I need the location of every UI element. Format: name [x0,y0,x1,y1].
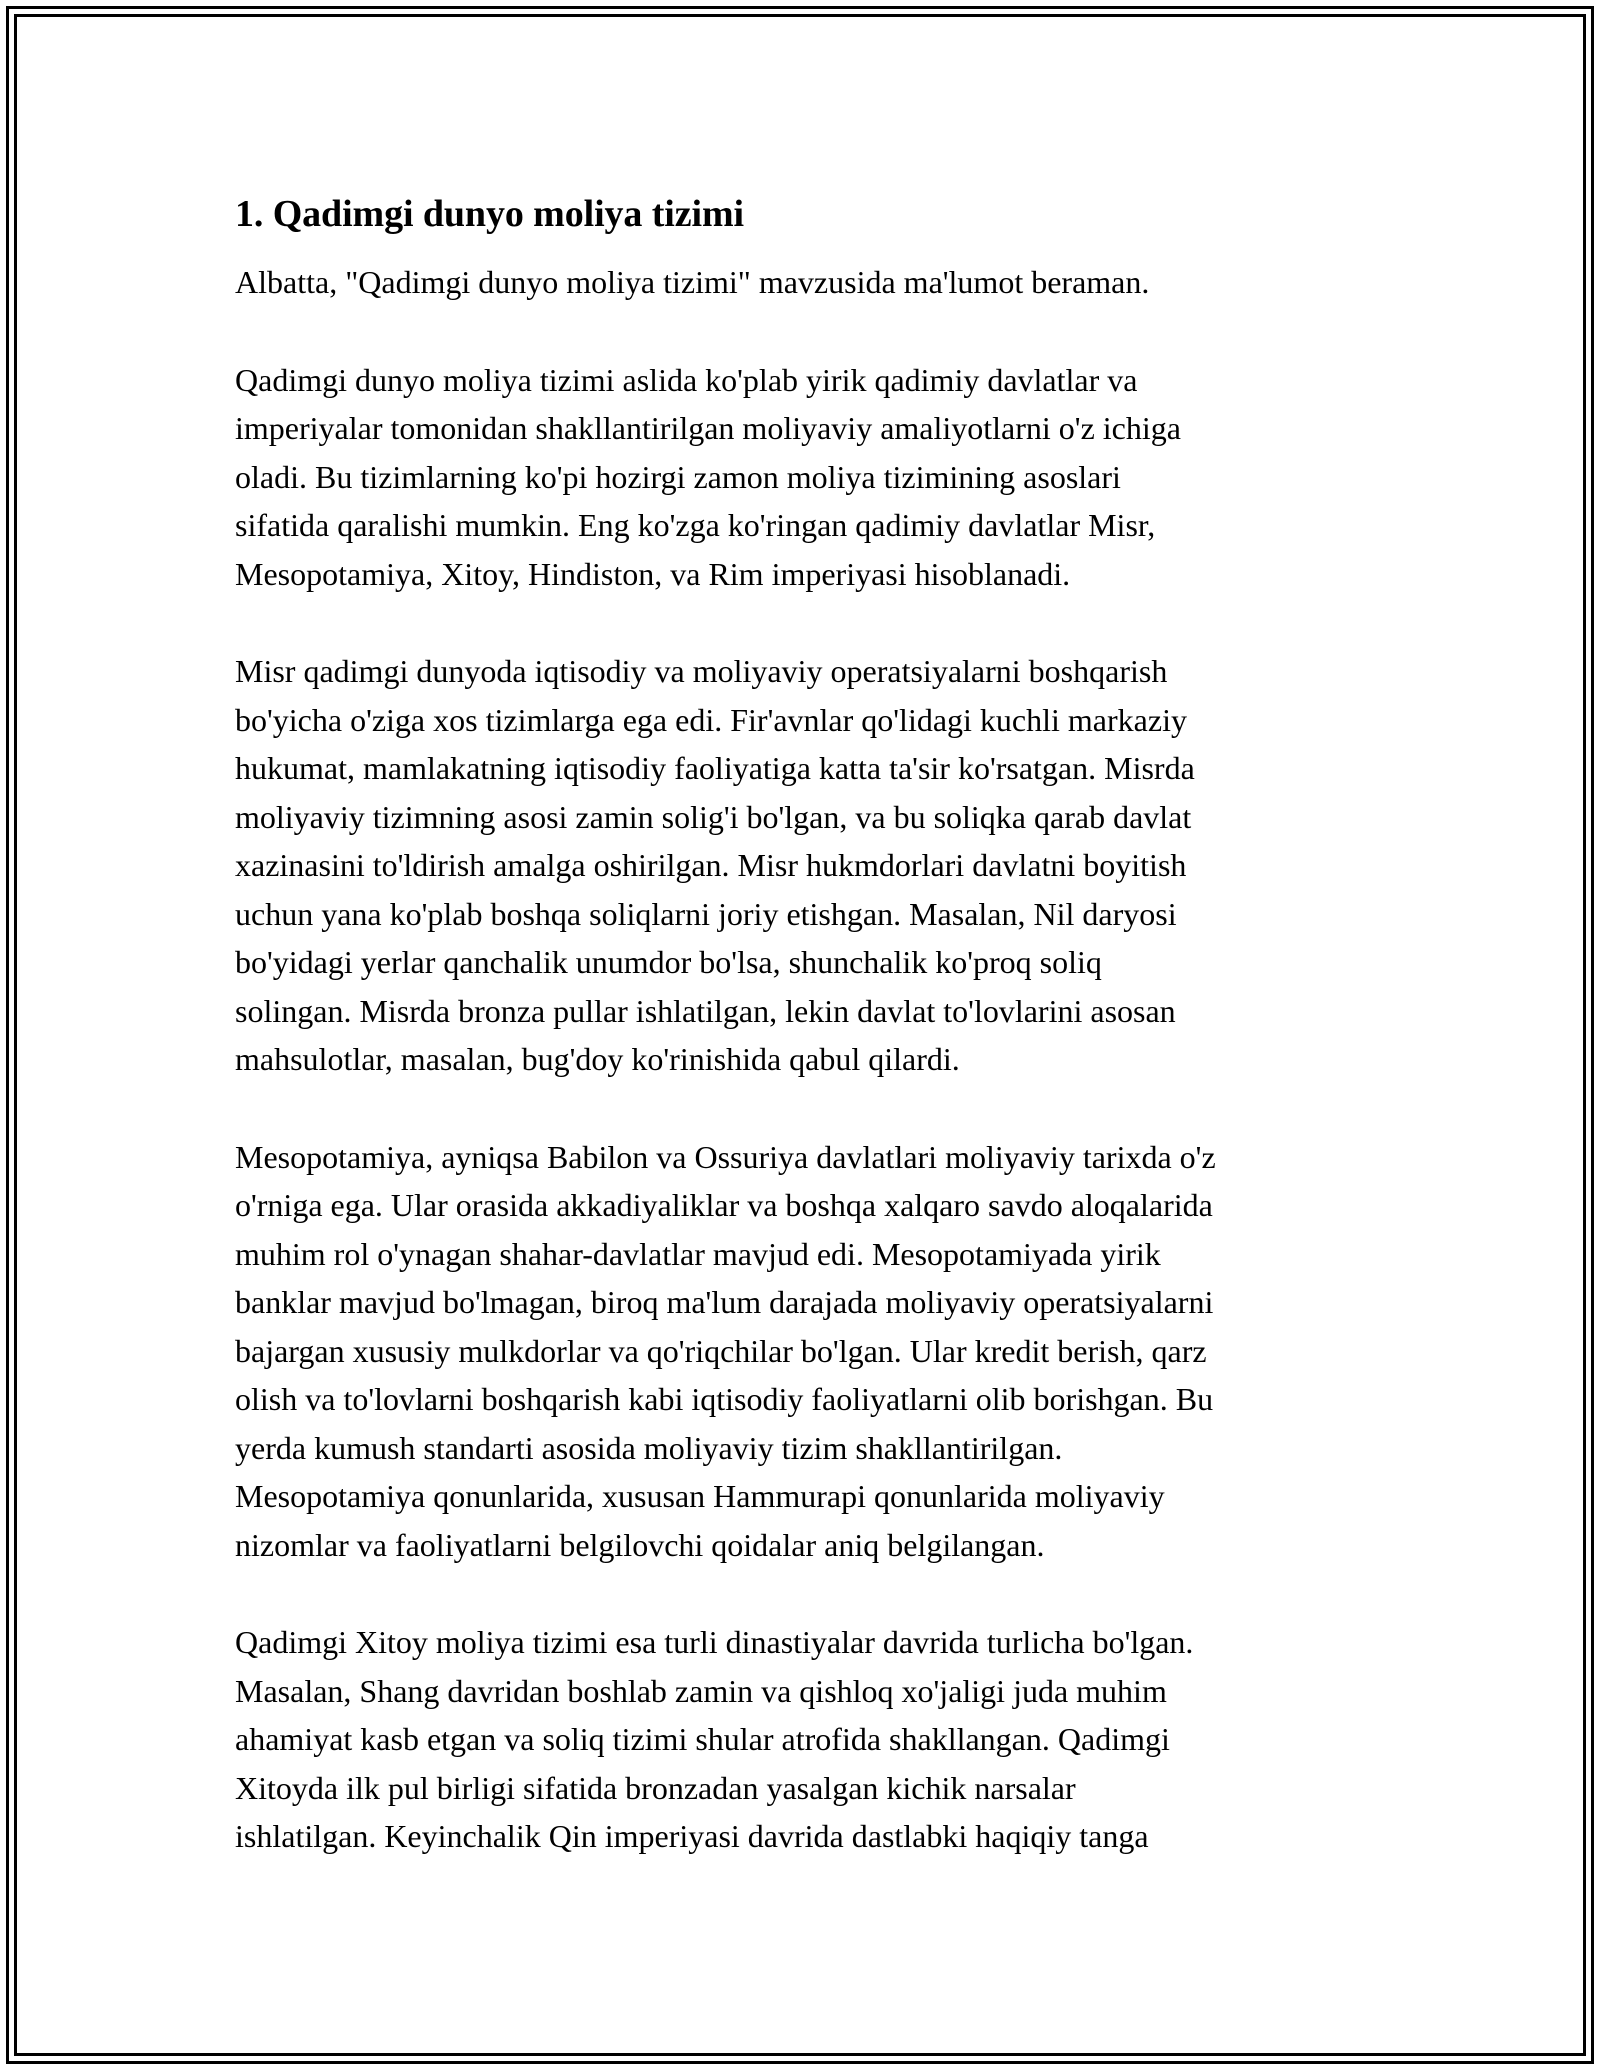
section-heading: 1. Qadimgi dunyo moliya tizimi [235,193,744,235]
paragraph-mesopotamia: Mesopotamiya, ayniqsa Babilon va Ossuriya davlatlari moliyaviy tarixda o'z o'rniga ega. Ular orasida akkadiyaliklar va boshqa xalqaro savdo aloqalarida muhim rol o'ynagan shahar-davlatlar mavjud edi. Mesopotamiyada yirik banklar mavjud bo'lmagan, biroq ma'lum darajada moliyaviy operatsiyalarni bajargan xususiy mulkdorlar va qo'riqchilar bo'lgan. Ular kredit berish, qarz olish va to'lovlarni boshqarish kabi iqtisodiy faoliyatlarni olib borishgan. Bu yerda kumush standarti asosida moliyaviy tizim shakllantirilgan. Mesopotamiya qonunlarida, xususan Hammurapi qonunlarida moliyaviy nizomlar va faoliyatlarni belgilovchi qoidalar aniq belgilangan. [235,1138,1216,1563]
paragraph-egypt: Misr qadimgi dunyoda iqtisodiy va moliyaviy operatsiyalarni boshqarish bo'yicha o'ziga xos tizimlarga ega edi. Fir'avnlar qo'lidagi kuchli markaziy hukumat, mamlakatning iqtisodiy faoliyatiga katta ta'sir ko'rsatgan. Misrda moliyaviy tizimning asosi zamin solig'i bo'lgan, va bu soliqka qarab davlat xazinasini to'ldirish amalga oshirilgan. Misr hukmdorlari davlatni boyitish uchun yana ko'plab boshqa soliqlarni joriy etishgan. Masalan, Nil daryosi bo'yidagi yerlar qanchalik unumdor bo'lsa, shunchalik ko'proq soliq solingan. Misrda bronza pullar ishlatilgan, lekin davlat to'lovlarini asosan mahsulotlar, masalan, bug'doy ko'rinishida qabul qilardi. [235,653,1195,1077]
paragraph-intro: Albatta, "Qadimgi dunyo moliya tizimi" mavzusida ma'lumot beraman. [235,264,1150,300]
paragraph-china: Qadimgi Xitoy moliya tizimi esa turli dinastiyalar davrida turlicha bo'lgan. Masalan, Shang davridan boshlab zamin va qishloq xo'jaligi juda muhim ahamiyat kasb etgan va soliq tizimi shular atrofida shakllangan. Qadimgi Xitoyda ilk pul birligi sifatida bronzadan yasalgan kichik narsalar ishlatilgan. Keyinchalik Qin imperiyasi davrida dastlabki haqiqiy tanga [235,1624,1194,1854]
document-body [235,186,1365,1910]
paragraph-overview: Qadimgi dunyo moliya tizimi aslida ko'plab yirik qadimiy davlatlar va imperiyalar tomonidan shakllantirilgan moliyaviy amaliyotlarni o'z ichiga oladi. Bu tizimlarning ko'pi hozirgi zamon moliya tizimining asoslari sifatida qaralishi mumkin. Eng ko'zga ko'ringan qadimiy davlatlar Misr, Mesopotamiya, Xitoy, Hindiston, va Rim imperiyasi hisoblanadi. [235,361,1181,592]
